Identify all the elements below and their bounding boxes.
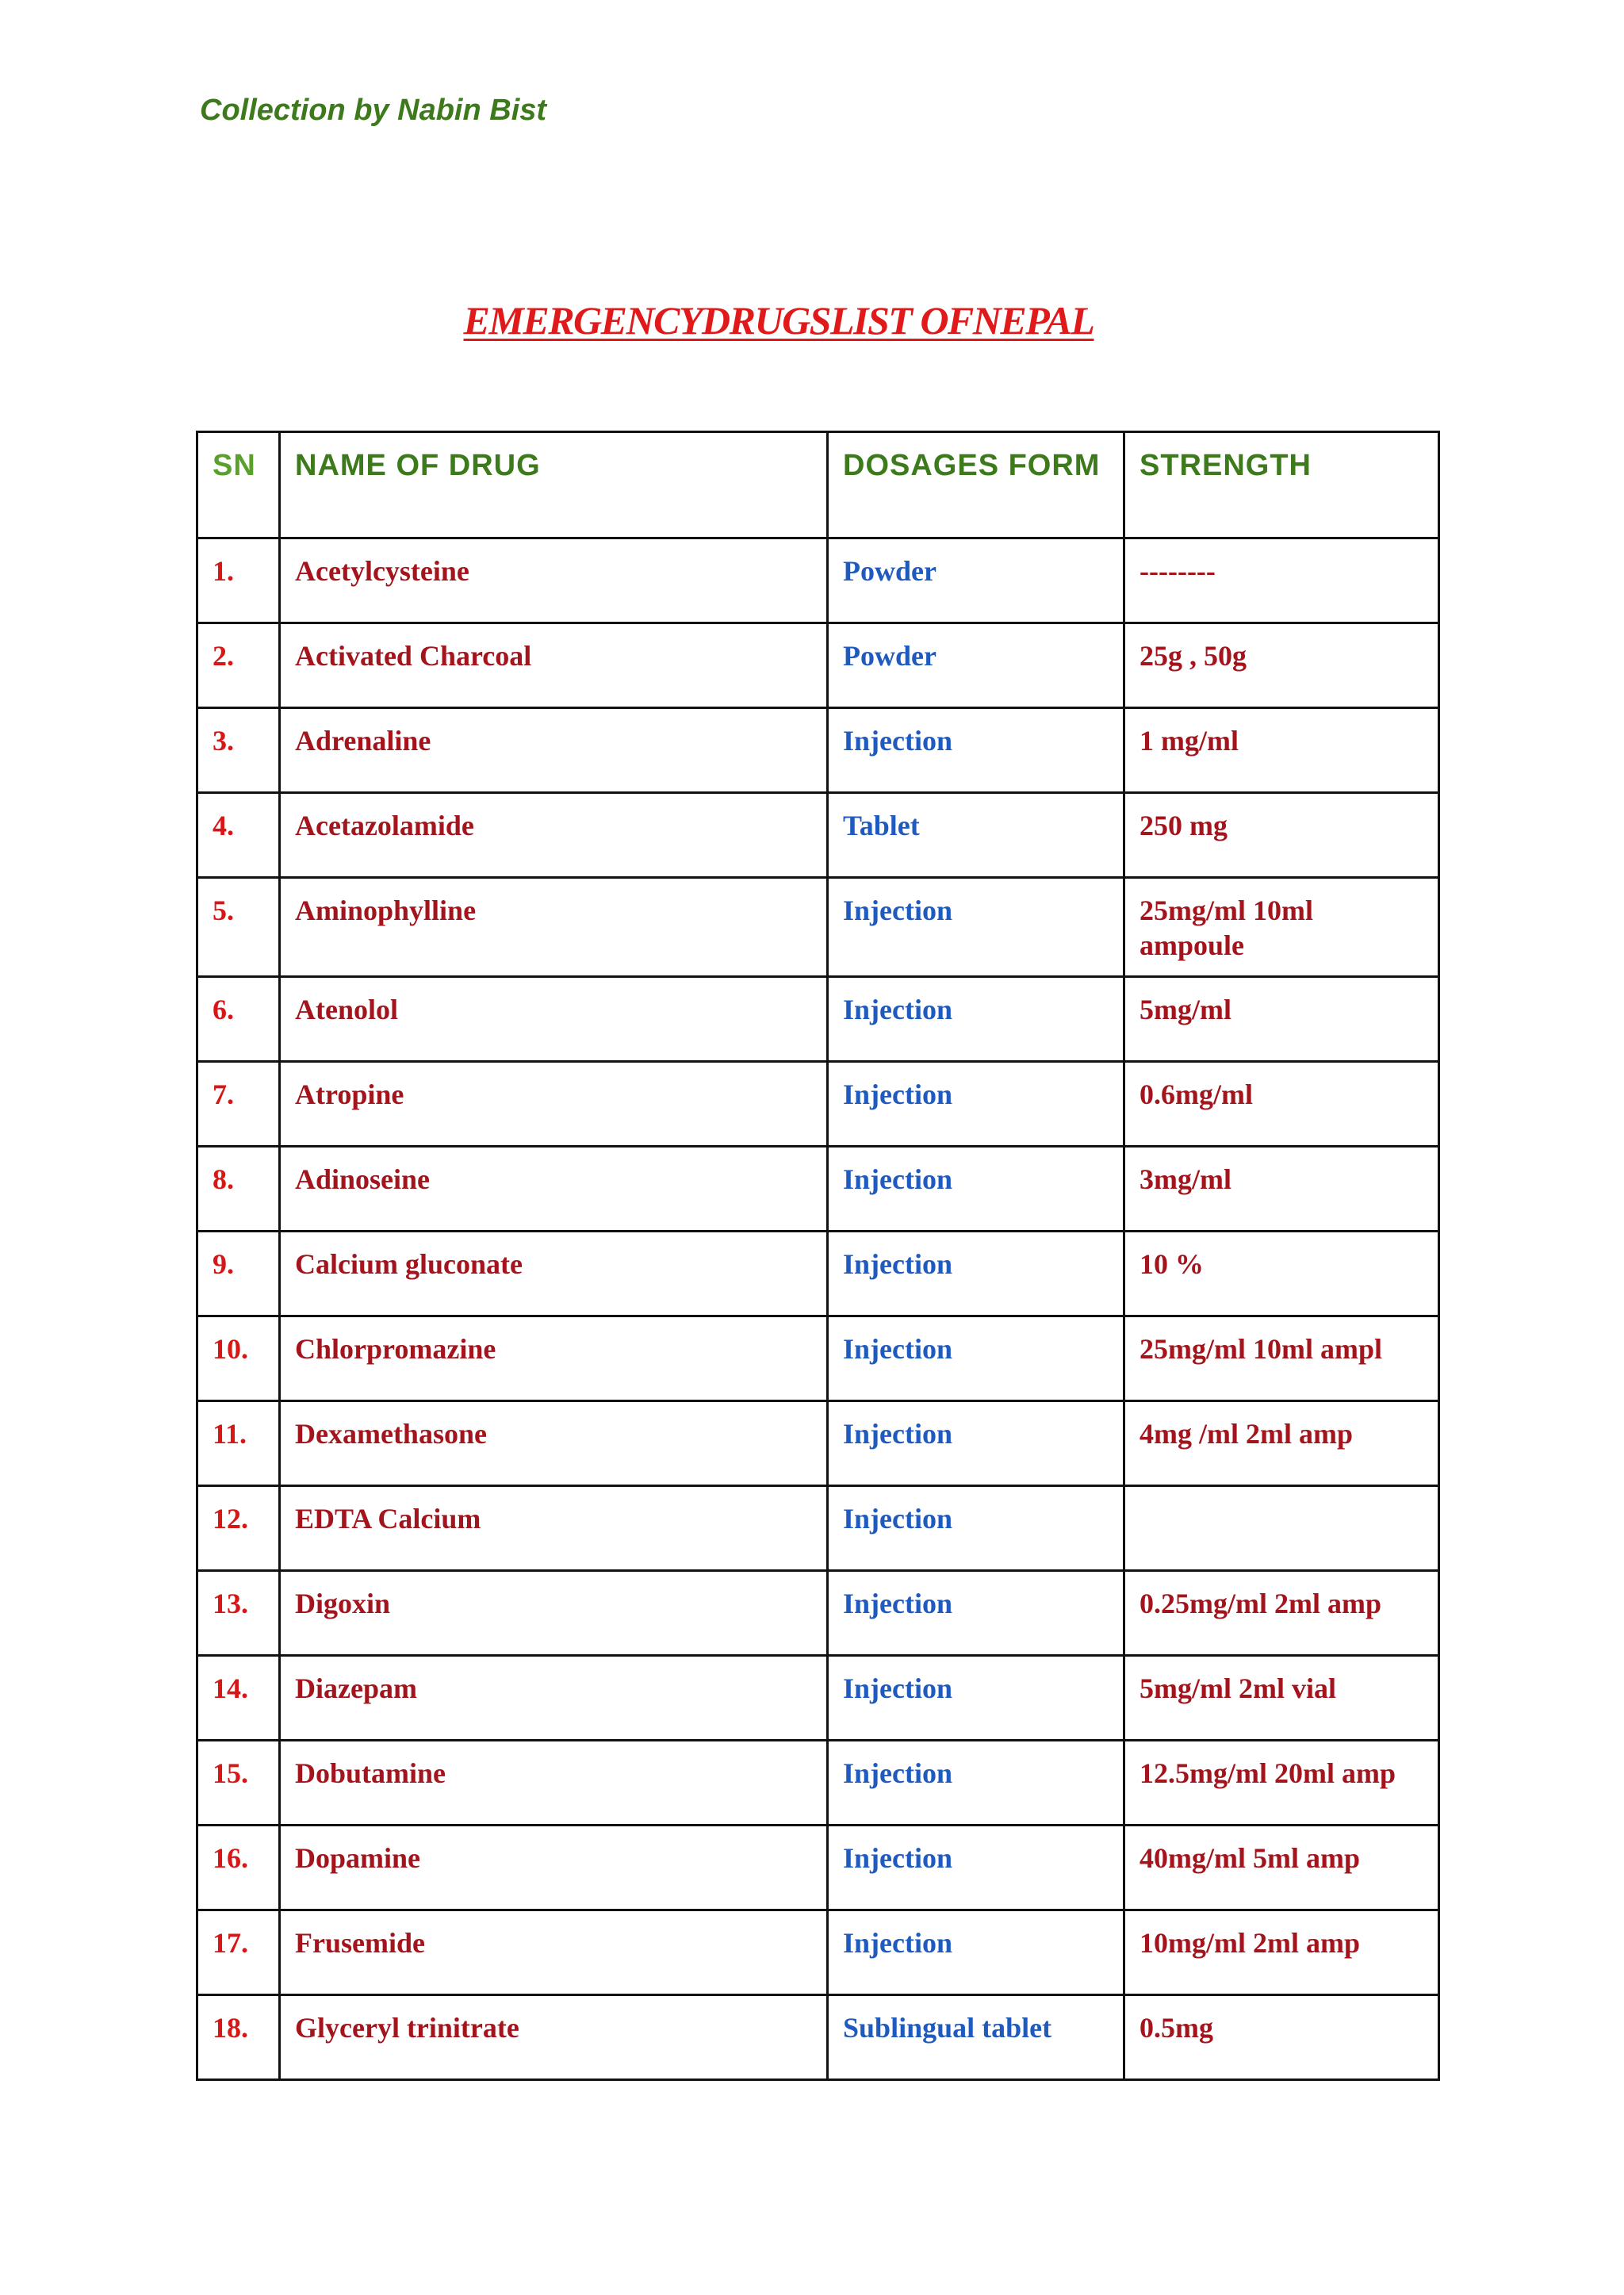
table-row — [197, 1910, 1439, 1995]
cell-strength: 5mg/ml — [1124, 977, 1439, 1062]
cell-drug-name: Acetazolamide — [280, 793, 828, 878]
cell-strength: 25mg/ml 10ml ampl — [1124, 1316, 1439, 1401]
cell-strength: 3mg/ml — [1124, 1147, 1439, 1232]
cell-sn: 5. — [197, 878, 280, 977]
cell-drug-name: Atenolol — [280, 977, 828, 1062]
cell-drug-name: Atropine — [280, 1062, 828, 1147]
cell-sn: 3. — [197, 708, 280, 793]
cell-drug-name: Adinoseine — [280, 1147, 828, 1232]
cell-sn: 10. — [197, 1316, 280, 1401]
cell-strength — [1124, 1486, 1439, 1571]
table-row — [197, 1571, 1439, 1656]
cell-drug-name: Calcium gluconate — [280, 1232, 828, 1316]
cell-sn: 17. — [197, 1910, 280, 1995]
cell-dosage-form: Injection — [828, 977, 1124, 1062]
table-row — [197, 1656, 1439, 1741]
column-header-name: NAME OF DRUG — [280, 432, 828, 538]
table-row — [197, 623, 1439, 708]
cell-strength: 10 % — [1124, 1232, 1439, 1316]
cell-dosage-form: Injection — [828, 1656, 1124, 1741]
cell-dosage-form: Injection — [828, 1486, 1124, 1571]
table-row — [197, 1401, 1439, 1486]
collection-credit: Collection by Nabin Bist — [200, 94, 547, 127]
table-row — [197, 1316, 1439, 1401]
cell-dosage-form: Injection — [828, 1826, 1124, 1910]
cell-dosage-form: Injection — [828, 1571, 1124, 1656]
cell-sn: 2. — [197, 623, 280, 708]
cell-strength: 5mg/ml 2ml vial — [1124, 1656, 1439, 1741]
cell-sn: 13. — [197, 1571, 280, 1656]
cell-sn: 8. — [197, 1147, 280, 1232]
cell-sn: 12. — [197, 1486, 280, 1571]
cell-dosage-form: Injection — [828, 1147, 1124, 1232]
cell-dosage-form: Injection — [828, 1232, 1124, 1316]
cell-dosage-form: Injection — [828, 878, 1124, 977]
cell-strength: 25g , 50g — [1124, 623, 1439, 708]
cell-strength: 10mg/ml 2ml amp — [1124, 1910, 1439, 1995]
table-row — [197, 1826, 1439, 1910]
cell-drug-name: Aminophylline — [280, 878, 828, 977]
cell-strength: 4mg /ml 2ml amp — [1124, 1401, 1439, 1486]
cell-sn: 6. — [197, 977, 280, 1062]
cell-drug-name: Dexamethasone — [280, 1401, 828, 1486]
cell-drug-name: Frusemide — [280, 1910, 828, 1995]
cell-strength: 25mg/ml 10ml ampoule — [1124, 878, 1439, 977]
cell-sn: 1. — [197, 538, 280, 623]
cell-drug-name: Activated Charcoal — [280, 623, 828, 708]
cell-strength: 1 mg/ml — [1124, 708, 1439, 793]
cell-dosage-form: Sublingual tablet — [828, 1995, 1124, 2080]
cell-dosage-form: Injection — [828, 1316, 1124, 1401]
cell-dosage-form: Tablet — [828, 793, 1124, 878]
table-row — [197, 1486, 1439, 1571]
cell-sn: 16. — [197, 1826, 280, 1910]
cell-drug-name: EDTA Calcium — [280, 1486, 828, 1571]
column-header-sn: SN — [197, 432, 280, 538]
cell-dosage-form: Injection — [828, 1401, 1124, 1486]
cell-strength: 0.6mg/ml — [1124, 1062, 1439, 1147]
document-title: EMERGENCYDRUGSLIST OFNEPAL — [463, 298, 1094, 343]
table-row — [197, 1995, 1439, 2080]
cell-sn: 9. — [197, 1232, 280, 1316]
cell-strength: 40mg/ml 5ml amp — [1124, 1826, 1439, 1910]
table-row — [197, 1232, 1439, 1316]
table-row — [197, 977, 1439, 1062]
cell-strength: 0.25mg/ml 2ml amp — [1124, 1571, 1439, 1656]
cell-drug-name: Glyceryl trinitrate — [280, 1995, 828, 2080]
table-header-row — [197, 432, 1439, 538]
cell-sn: 4. — [197, 793, 280, 878]
cell-dosage-form: Injection — [828, 1910, 1124, 1995]
cell-sn: 11. — [197, 1401, 280, 1486]
cell-strength: 250 mg — [1124, 793, 1439, 878]
table-row — [197, 1741, 1439, 1826]
table-row — [197, 793, 1439, 878]
table-row — [197, 878, 1439, 977]
cell-drug-name: Dobutamine — [280, 1741, 828, 1826]
cell-strength: 12.5mg/ml 20ml amp — [1124, 1741, 1439, 1826]
table-row — [197, 1147, 1439, 1232]
cell-dosage-form: Powder — [828, 623, 1124, 708]
cell-dosage-form: Injection — [828, 1741, 1124, 1826]
cell-strength: 0.5mg — [1124, 1995, 1439, 2080]
cell-sn: 15. — [197, 1741, 280, 1826]
cell-sn: 14. — [197, 1656, 280, 1741]
column-header-form: DOSAGES FORM — [828, 432, 1124, 538]
cell-sn: 18. — [197, 1995, 280, 2080]
cell-drug-name: Acetylcysteine — [280, 538, 828, 623]
table-row — [197, 708, 1439, 793]
emergency-drugs-table — [196, 431, 1440, 2081]
cell-dosage-form: Powder — [828, 538, 1124, 623]
table-row — [197, 538, 1439, 623]
cell-drug-name: Adrenaline — [280, 708, 828, 793]
column-header-strength: STRENGTH — [1124, 432, 1439, 538]
cell-drug-name: Diazepam — [280, 1656, 828, 1741]
cell-strength: -------- — [1124, 538, 1439, 623]
cell-drug-name: Chlorpromazine — [280, 1316, 828, 1401]
cell-drug-name: Digoxin — [280, 1571, 828, 1656]
cell-dosage-form: Injection — [828, 708, 1124, 793]
cell-drug-name: Dopamine — [280, 1826, 828, 1910]
cell-sn: 7. — [197, 1062, 280, 1147]
cell-dosage-form: Injection — [828, 1062, 1124, 1147]
table-row — [197, 1062, 1439, 1147]
